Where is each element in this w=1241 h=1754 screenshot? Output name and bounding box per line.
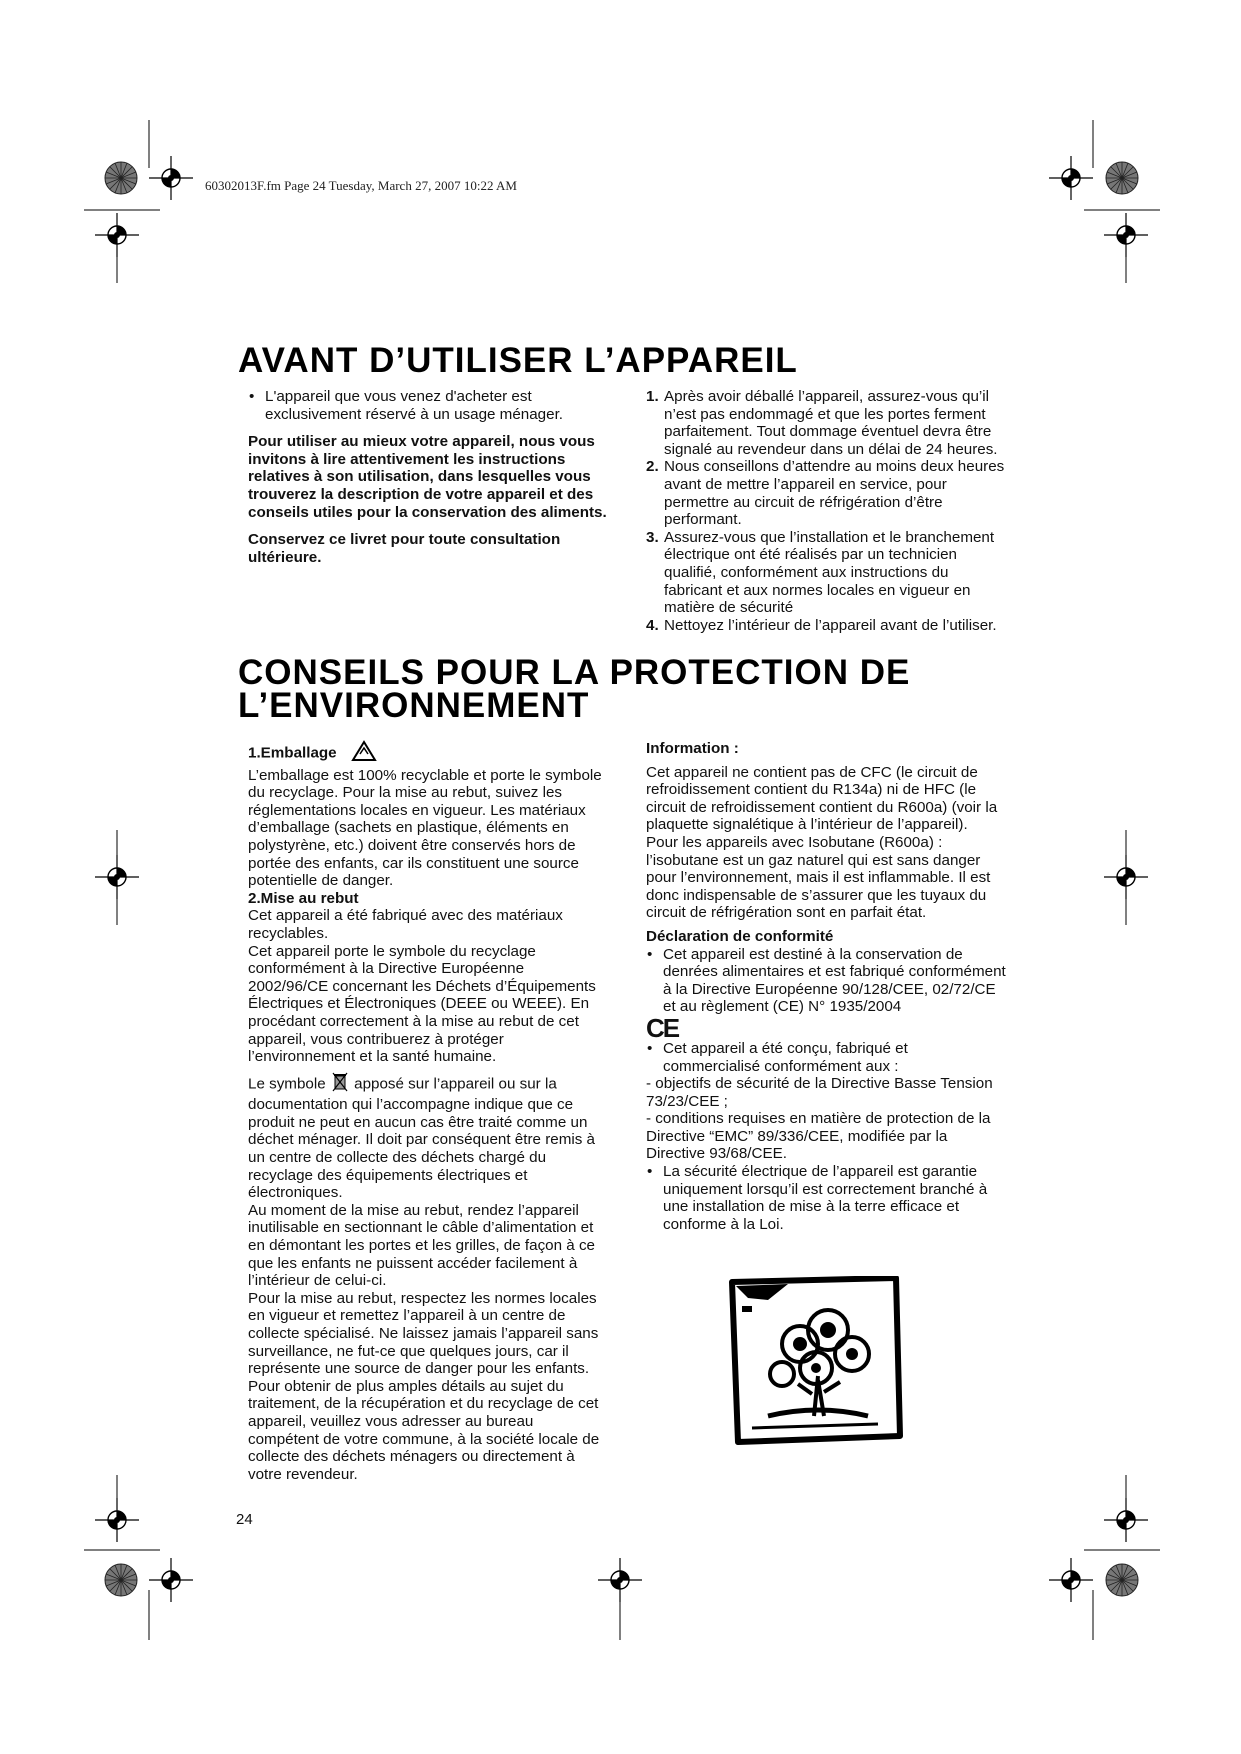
declaration-bullet: • Cet appareil a été conçu, fabriqué et commercialisé conformément aux : [646,1040,1006,1075]
ce-mark: CE [646,1012,679,1043]
step-item: 1. Après avoir déballé l’appareil, assurez-vous qu’il n’est pas endommagé et que les portes ferment parfaitement. Tout dommage éventuel devra être signalé au revendeur dans un délai de 24 heures. [646,388,998,458]
rebut-heading: 2.Mise au rebut [248,889,359,907]
eco-tree-logo [728,1276,904,1446]
declaration-line: - conditions requises en matière de protection de la Directive “EMC” 89/336/CEE, modifiée par la Directive 93/68/CEE. [646,1110,991,1163]
intro-bullet: • L'appareil que vous venez d'acheter est exclusivement réservé à un usage ménager. [248,388,608,423]
info-text: Cet appareil ne contient pas de CFC (le circuit de refroidissement contient du R134a) ni de HFC (le circuit de refroidissement contient du R600a) (voir la plaquette signalétique à l’intérieur de l’appareil). [646,763,998,834]
file-info-header: 60302013F.fm Page 24 Tuesday, March 27, 2007 10:22 AM [205,178,517,193]
section-title-environnement: CONSEILS POUR LA PROTECTION DE L’ENVIRONNEMENT [238,653,911,725]
usage-advice: Pour utiliser au mieux votre appareil, nous vous invitons à lire attentivement les instructions relatives à son utilisation, dans lesquelles vous trouverez la description de votre appareil et des conseils utiles pour la conservation des aliments. [248,433,607,521]
emballage-text: L’emballage est 100% recyclable et porte le symbole du recyclage. Pour la mise au rebut, suivez les réglementations locales en vigueur. Les matériaux d’emballage (sachets en plastique, éléments en polystyrène, etc.) doivent être conservés hors de portée des enfants, car ils constituent une source potentielle de danger. [248,766,602,890]
crossed-bin-icon [332,1072,348,1097]
declaration-heading: Déclaration de conformité [646,927,834,945]
section-title-avant: AVANT D’UTILISER L’APPAREIL [238,341,798,380]
disposal-column [248,740,608,1483]
info-heading: Information : [646,740,739,757]
recycle-icon [351,740,377,767]
rebut-text: Pour obtenir de plus amples détails au sujet du traitement, de la récupération et du recyclage de cet appareil, veuillez vous adresser au bureau compétent de votre commune, à la société locale de collecte des déchets ménagers ou directement à votre revendeur. [248,1377,600,1483]
declaration-line: - objectifs de sécurité de la Directive Basse Tension 73/23/CEE ; [646,1075,993,1110]
rebut-text: Cet appareil porte le symbole du recyclage conformément à la Directive Européenne 2002/96/CE concernant les Déchets d’Équipements Électriques et Électroniques (DEEE ou WEEE). En procédant correctement à la mise au rebut de cet appareil, vous contribuerez à protéger l’environnement et la santé humaine. [248,942,596,1066]
intro-column [248,388,608,566]
rebut-text: Pour la mise au rebut, respectez les normes locales en vigueur et remettez l’appareil à un centre de collecte spécialisé. Ne laissez jamais l’appareil sans surveillance, ne fut-ce que quelques jours, car il représente une source de danger pour les enfants. [248,1289,599,1378]
information-column [646,740,1006,1233]
keep-booklet: Conservez ce livret pour toute consultation ultérieure. [248,531,561,566]
step-item: 4. Nettoyez l’intérieur de l’appareil avant de l’utiliser. [646,616,997,634]
info-text: Pour les appareils avec Isobutane (R600a) : l’isobutane est un gaz naturel qui est sans danger pour l’environnement, mais il est inflammable. Il est donc indispensable de s’assurer que les tuyaux du circuit de réfrigération sont en parfait état. [646,833,991,922]
rebut-text: Cet appareil a été fabriqué avec des matériaux recyclables. [248,907,563,942]
declaration-bullet: • Cet appareil est destiné à la conservation de denrées alimentaires et est fabriqué conformément à la Directive Européenne 90/128/CEE, 02/72/CE et au règlement (CE) N° 1935/2004 [646,946,1006,1016]
steps-column [646,388,1006,634]
page-number: 24 [236,1511,253,1528]
declaration-bullet: • La sécurité électrique de l’appareil est garantie uniquement lorsqu’il est correctement branché à une installation de mise à la terre efficace et conforme à la Loi. [646,1163,1006,1233]
rebut-text: Au moment de la mise au rebut, rendez l’appareil inutilisable en sectionnant le câble d’alimentation et en démontant les portes et les grilles, de façon à ce que les enfants ne puissent accéder facilement à l’intérieur de celui-ci. [248,1201,595,1290]
symbole-paragraph: Le symbole apposé sur l’appareil ou sur la documentation qui l’accompagne indique que ce produit ne peut en aucun cas être traité comme un déchet ménager. Il doit par conséquent être remis à un centre de collecte des déchets chargé du recyclage des équipements électriques et électroniques. [248,1072,608,1202]
step-item: 2. Nous conseillons d’attendre au moins deux heures avant de mettre l’appareil en service, pour permettre au circuit de réfrigération d’être performant. [646,458,1005,529]
step-item: 3. Assurez-vous que l’installation et le branchement électrique ont été réalisés par un technicien qualifié, conformément aux instructions du fabricant et aux normes locales en vigueur en matière de sécurité [646,528,995,617]
emballage-heading: 1.Emballage [248,740,608,767]
